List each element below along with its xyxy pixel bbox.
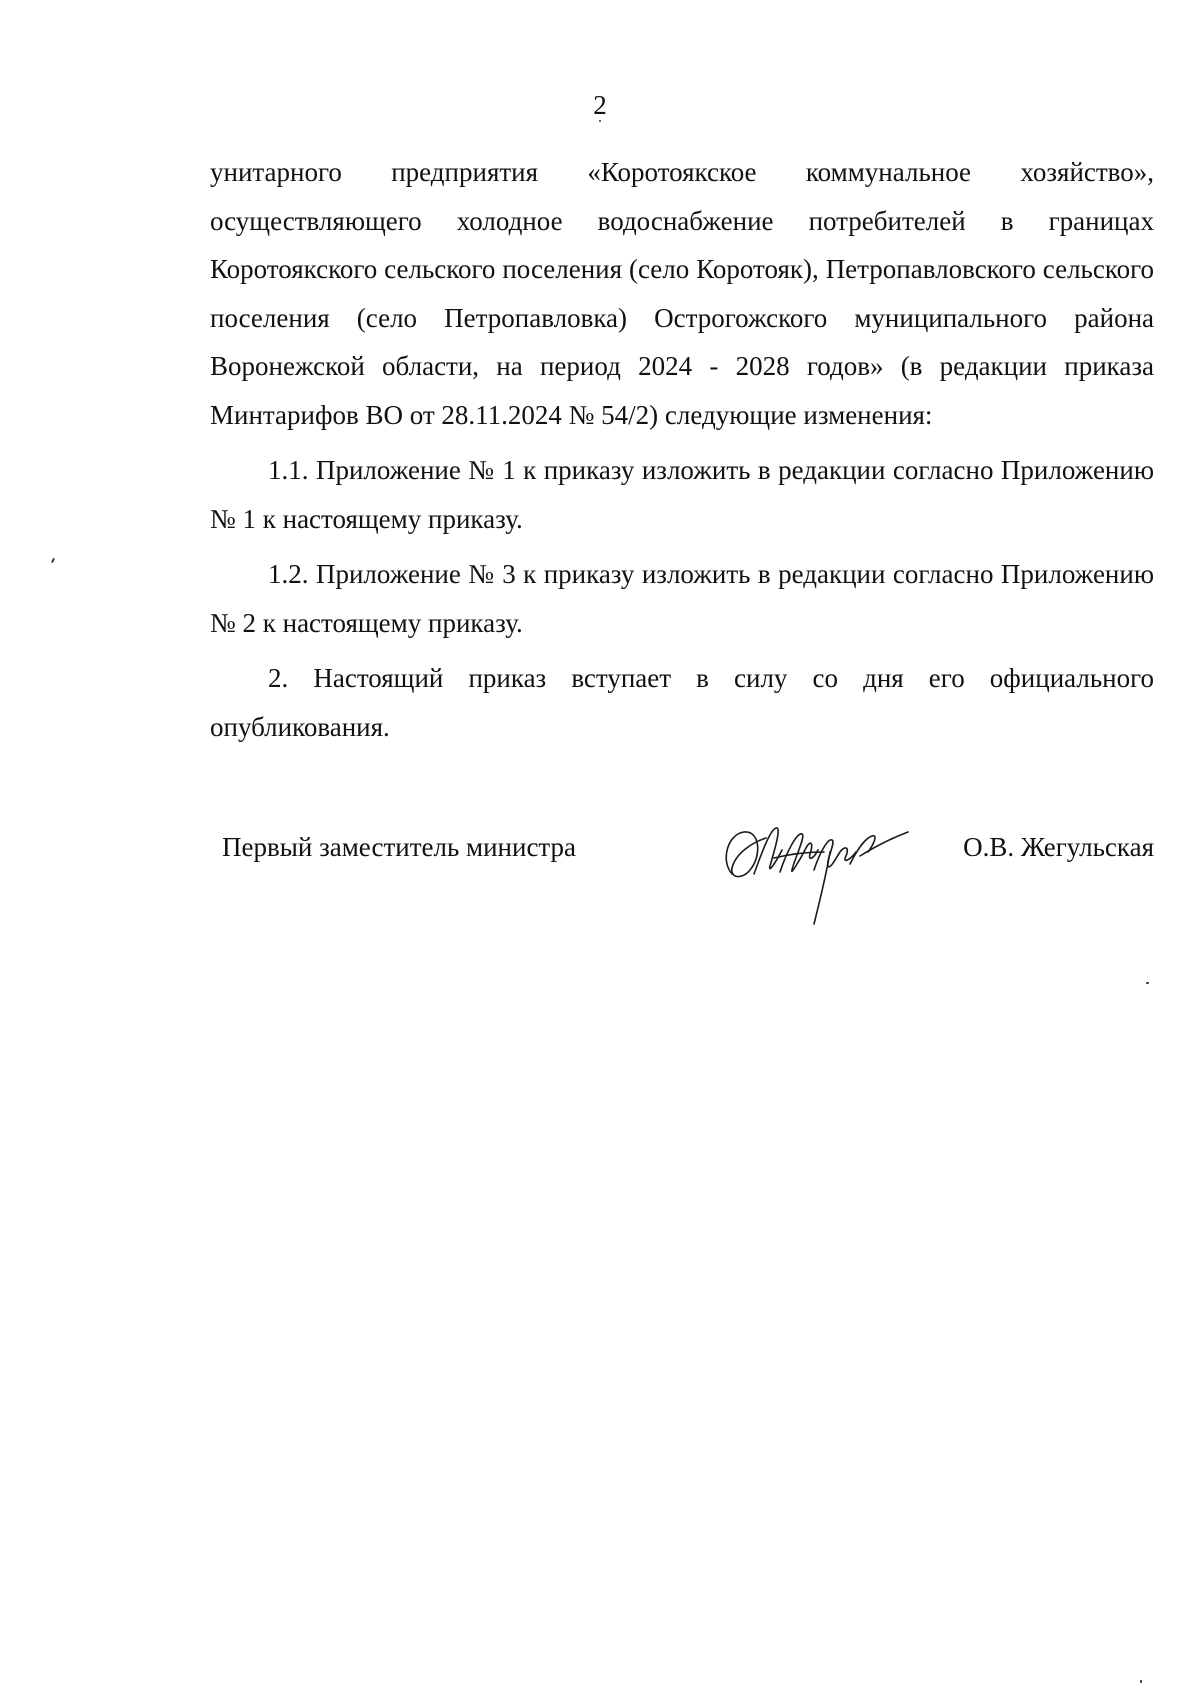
signer-name: О.В. Жегульская	[963, 832, 1154, 862]
scan-speck	[51, 558, 55, 563]
paragraph-item-1-2: 1.2. Приложение № 3 к приказу изложить в редакции согласно Приложению № 2 к настоящему приказу.	[210, 559, 1154, 638]
paragraph-item-1-1: 1.1. Приложение № 1 к приказу изложить в редакции согласно Приложению № 1 к настоящему приказу.	[210, 455, 1154, 534]
paragraph-continuation: унитарного предприятия «Коротоякское коммунальное хозяйство», осуществляющего холодное водоснабжение потребителей в границах Коротоякского сельского поселения (село Коротояк), Петропавловского сельского поселения (село Петропавловка) Острогожского муниципального района Воронежской области, на период 2024 - 2028 годов» (в редакции приказа Минтарифов ВО от 28.11.2024 № 54/2) следующие изменения:	[210, 157, 1154, 430]
scan-speck	[599, 120, 601, 122]
scan-speck	[1146, 982, 1149, 984]
handwritten-signature	[710, 812, 910, 932]
scan-speck	[1140, 1680, 1142, 1683]
paragraph-item-2: 2. Настоящий приказ вступает в силу со дня его официального опубликования.	[210, 663, 1154, 742]
signature-block	[210, 818, 1154, 918]
page-number: 2	[593, 90, 607, 120]
signer-position: Первый заместитель министра	[222, 832, 577, 862]
document-body	[210, 148, 1154, 758]
